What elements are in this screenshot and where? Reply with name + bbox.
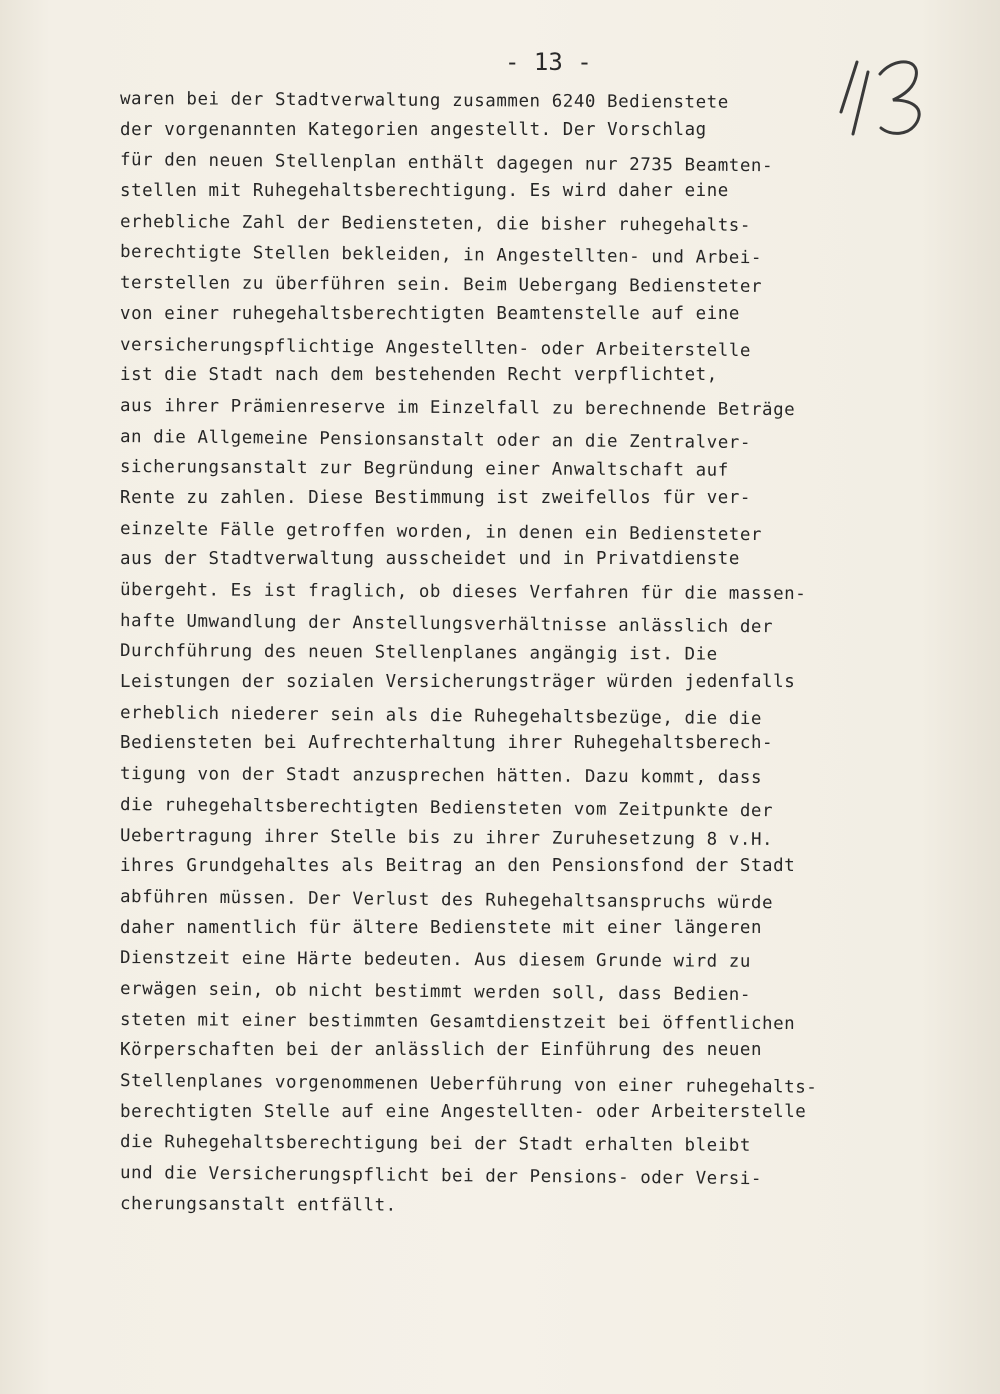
text-line: cherungsanstalt entfällt. bbox=[119, 1193, 397, 1216]
body-text bbox=[120, 84, 910, 1219]
text-line: berechtigten Stelle auf eine Angestellten- oder Arbeiterstelle bbox=[120, 1101, 807, 1122]
text-line: tigung von der Stadt anzusprechen hätten. Dazu kommt, dass bbox=[119, 764, 763, 789]
text-line: berechtigte Stellen bekleiden, in Angestellten- und Arbei- bbox=[119, 242, 763, 269]
text-line: hafte Umwandlung der Anstellungsverhältnisse anlässlich der bbox=[119, 610, 774, 637]
text-line: Stellenplanes vorgenommenen Ueberführung von einer ruhegehalts- bbox=[119, 1071, 818, 1098]
text-line: erheblich niederer sein als die Ruhegehaltsbezüge, die die bbox=[119, 702, 763, 729]
text-line: übergeht. Es ist fraglich, ob dieses Verfahren für die massen- bbox=[119, 580, 807, 605]
text-line: versicherungspflichtige Angestellten- oder Arbeiterstelle bbox=[119, 334, 752, 361]
text-line: die ruhegehaltsberechtigten Bediensteten vom Zeitpunkte der bbox=[119, 794, 774, 822]
text-line: für den neuen Stellenplan enthält dagegen nur 2735 Beamten- bbox=[119, 150, 774, 177]
page-number: - 13 - bbox=[505, 48, 592, 76]
text-line: ist die Stadt nach dem bestehenden Recht verpflichtet, bbox=[120, 365, 718, 386]
text-line: abführen müssen. Der Verlust des Ruhegehaltsanspruchs würde bbox=[119, 886, 774, 914]
text-line: terstellen zu überführen sein. Beim Uebergang Bediensteter bbox=[119, 273, 763, 298]
text-line: Körperschaften bei der anlässlich der Einführung des neuen bbox=[120, 1040, 763, 1061]
text-line: erhebliche Zahl der Bediensteten, die bisher ruhegehalts- bbox=[119, 211, 752, 236]
text-line: Rente zu zahlen. Diese Bestimmung ist zweifellos für ver- bbox=[120, 487, 751, 508]
text-line: aus ihrer Prämienreserve im Einzelfall zu berechnende Beträge bbox=[119, 395, 796, 420]
text-line: steten mit einer bestimmten Gesamtdienstzeit bei öffentlichen bbox=[119, 1009, 796, 1034]
text-line: Dienstzeit eine Härte bedeuten. Aus diesem Grunde wird zu bbox=[119, 948, 752, 973]
text-line: Uebertragung ihrer Stelle bis zu ihrer Zuruhesetzung 8 v.H. bbox=[119, 825, 774, 850]
text-line: erwägen sein, ob nicht bestimmt werden soll, dass Bedien- bbox=[119, 978, 752, 1005]
text-line: Durchführung des neuen Stellenplanes angängig ist. Die bbox=[119, 641, 718, 666]
text-line: Leistungen der sozialen Versicherungsträger würden jedenfalls bbox=[120, 672, 796, 693]
text-line: sicherungsanstalt zur Begründung einer Anwaltschaft auf bbox=[119, 457, 729, 481]
text-line: daher namentlich für ältere Bedienstete mit einer längeren bbox=[120, 917, 763, 938]
text-line: ihres Grundgehaltes als Beitrag an den Pensionsfond der Stadt bbox=[120, 856, 796, 877]
text-line: waren bei der Stadtverwaltung zusammen 6240 Bedienstete bbox=[119, 89, 729, 113]
text-line: Bediensteten bei Aufrechterhaltung ihrer Ruhegehaltsberech- bbox=[120, 733, 774, 754]
text-line: an die Allgemeine Pensionsanstalt oder an die Zentralver- bbox=[119, 426, 752, 453]
text-line: die Ruhegehaltsberechtigung bei der Stadt erhalten bleibt bbox=[119, 1132, 752, 1157]
text-line: von einer ruhegehaltsberechtigten Beamtenstelle auf eine bbox=[120, 303, 740, 324]
text-line: aus der Stadtverwaltung ausscheidet und in Privatdienste bbox=[120, 549, 740, 570]
text-line: der vorgenannten Kategorien angestellt. Der Vorschlag bbox=[120, 119, 707, 140]
text-line: einzelte Fälle getroffen worden, in denen ein Bediensteter bbox=[119, 518, 763, 545]
text-line: und die Versicherungspflicht bei der Pensions- oder Versi- bbox=[119, 1163, 763, 1190]
text-line: stellen mit Ruhegehaltsberechtigung. Es wird daher eine bbox=[120, 181, 729, 202]
